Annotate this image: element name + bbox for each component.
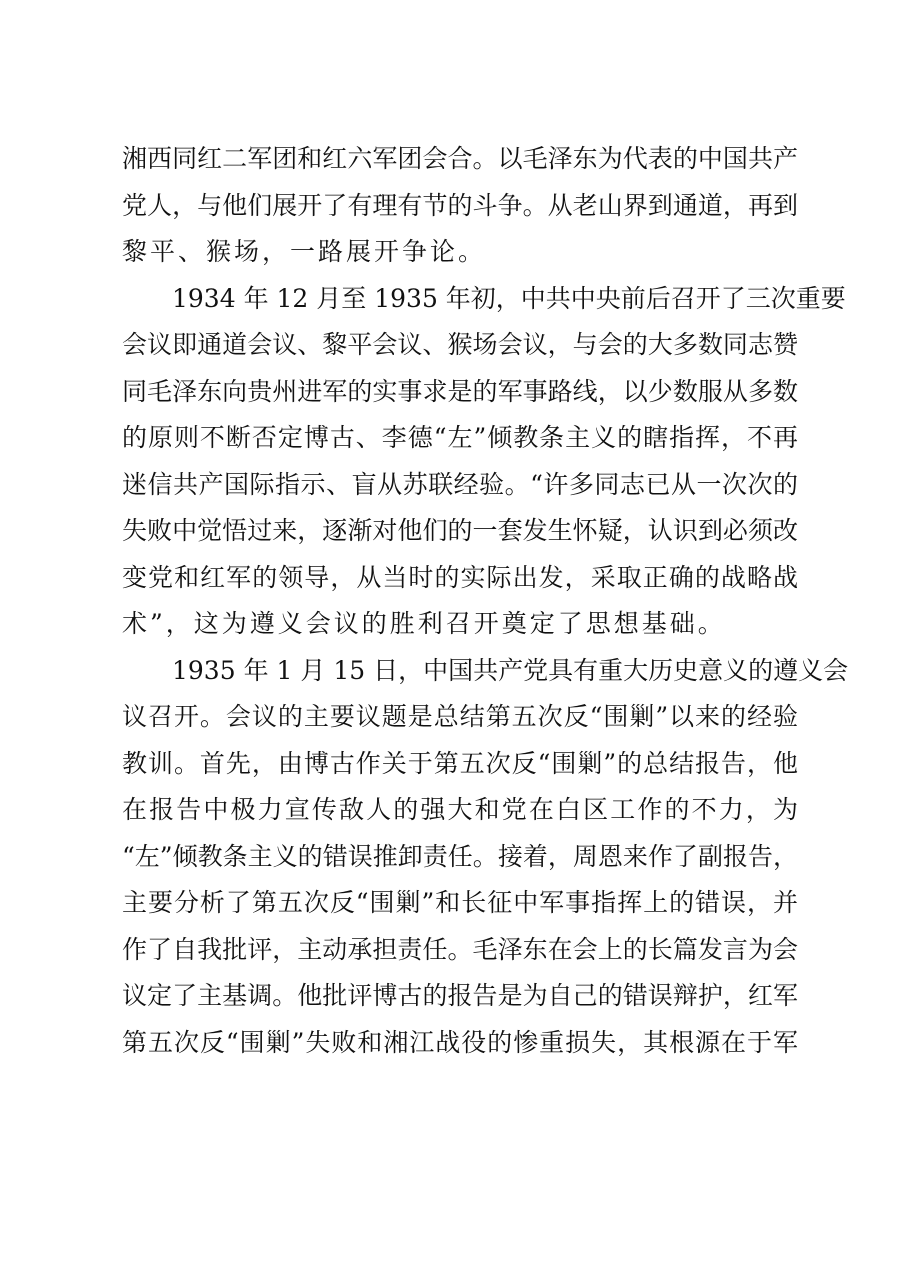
text-line: 湘西同红二军团和红六军团会合。以毛泽东为代表的中国共产 [122, 144, 798, 173]
text-line: 作了自我批评，主动承担责任。毛泽东在会上的长篇发言为会 [122, 934, 798, 964]
text-line: 议定了主基调。他批评博古的报告是为自己的错误辩护，红军 [122, 981, 798, 1010]
text-line: 第五次反“围剿”失败和湘江战役的惨重损失，其根源在于军 [122, 1027, 798, 1057]
text-line: 黎平、猴场，一路展开争论。 [122, 237, 487, 266]
text-line: 会议即通道会议、黎平会议、猴场会议，与会的大多数同志赞 [122, 330, 798, 359]
text-line: 教训。首先，由博古作关于第五次反“围剿”的总结报告，他 [122, 748, 798, 778]
paragraph-2 [122, 276, 846, 648]
text-line: 失败中觉悟过来，逐渐对他们的一套发生怀疑，认识到必须改 [122, 516, 798, 545]
text-line: 迷信共产国际指示、盲从苏联经验。“许多同志已从一次次的 [122, 469, 798, 499]
text-line: 1935 年 1 月 15 日，中国共产党具有重大历史意义的遵义会 [172, 655, 849, 685]
text-line: 变党和红军的领导，从当时的实际出发，采取正确的战略战 [122, 562, 798, 592]
text-line: 主要分析了第五次反“围剿”和长征中军事指挥上的错误，并 [122, 888, 798, 917]
paragraph-3 [122, 648, 849, 1067]
text-line: 议召开。会议的主要议题是总结第五次反“围剿”以来的经验 [122, 702, 798, 731]
paragraph-1 [122, 136, 798, 276]
text-line: 1934 年 12 月至 1935 年初，中共中央前后召开了三次重要 [172, 283, 846, 313]
text-line: 党人，与他们展开了有理有节的斗争。从老山界到通道，再到 [122, 190, 798, 220]
text-line: “左”倾教条主义的错误推卸责任。接着，周恩来作了副报告， [122, 841, 798, 871]
text-line: 在报告中极力宣传敌人的强大和党在白区工作的不力，为 [122, 795, 798, 824]
document-body [122, 136, 849, 1066]
text-line: 的原则不断否定博古、李德“左”倾教条主义的瞎指挥，不再 [122, 423, 798, 452]
text-line: 术”，这为遵义会议的胜利召开奠定了思想基础。 [122, 609, 726, 638]
text-line: 同毛泽东向贵州进军的实事求是的军事路线，以少数服从多数 [122, 376, 798, 406]
